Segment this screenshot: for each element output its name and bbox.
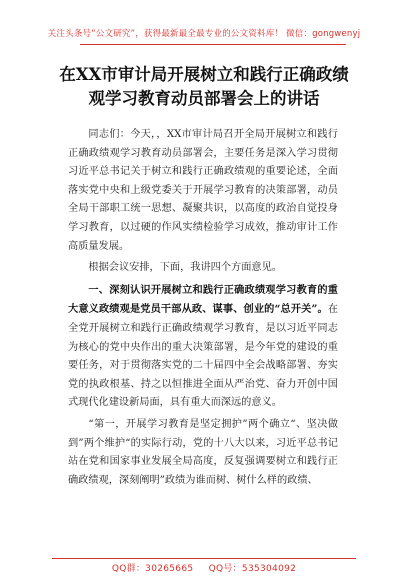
- header-notice: 关注头条号“公文研究”，获得最新最全最专业的公文资料库！ 微信：gongwenyj: [47, 29, 361, 39]
- section-1-heading: 一、深刻认识开展树立和践行正确政绩观学习教育的重大意义政绩观是党员干部从政、谋事、创业的“总开关”。: [68, 283, 338, 316]
- paragraph-point-1: “第一，开展学习教育是坚定拥护”两个确立“、坚决做到”两个维护“的实际行动，党的十八大以来，习近平总书记站在党和国家事业发展全局高度，反复强调要树立和践行正确政绩观，深刻阐明”政绩为谁而树、树什么样的政绩、: [68, 418, 338, 486]
- title-line-2: 观学习教育动员部署会上的讲话: [88, 89, 320, 108]
- document-title: [50, 63, 358, 111]
- document-body: [68, 126, 338, 490]
- section-1-text: 在全党开展树立和践行正确政绩观学习教育，是以习近平同志为核心的党中央作出的重大决策部署，是今年党的建设的重要任务，对于贯彻落实党的二十届四中全会战略部署、夯实党的执政根基、持之以恒推进全面从严治党、奋力开创中国式现代化建设新局面，具有重大而深远的意义。: [68, 304, 338, 409]
- header-divider: [80, 44, 346, 45]
- footer-qq-number: QQ号：535304092: [208, 564, 297, 574]
- footer-divider: [52, 558, 356, 559]
- paragraph-opening: 同志们：今天，，XX市审计局召开全局开展树立和践行正确政绩观学习教育动员部署会，主要任务是深入学习贯彻习近平总书记关于树立和践行正确政绩观的重要论述，全面落实党中央和上级党委关于开展学习教育的决策部署，动员全局干部职工统一思想、凝聚共识，以高度的政治自觉投身学习教育，以过硬的作风实绩检验学习成效，推动审计工作高质量发展。: [68, 129, 338, 252]
- footer-contact: [0, 561, 408, 574]
- paragraph-section-1: [68, 281, 338, 413]
- paragraph-intro: 根据会议安排，下面，我讲四个方面意见。: [88, 262, 282, 274]
- title-line-1: 在XX市审计局开展树立和践行正确政绩: [59, 65, 349, 84]
- footer-qq-group: QQ群：30265665: [111, 564, 194, 574]
